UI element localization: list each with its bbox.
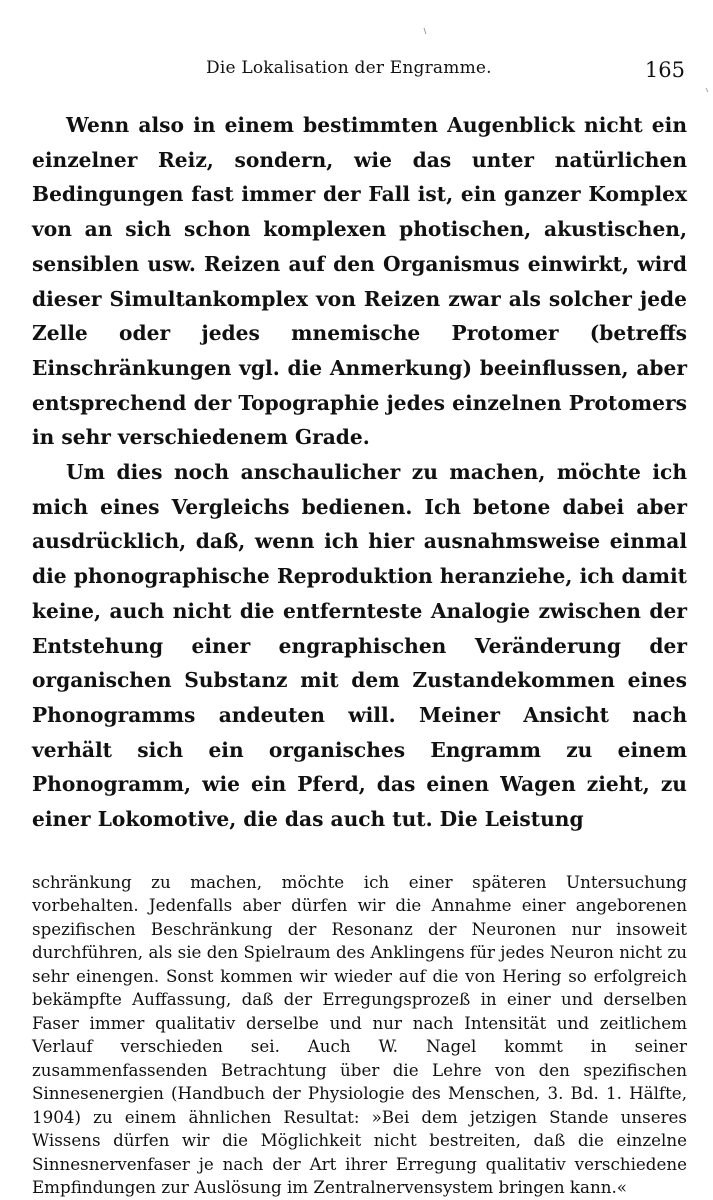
paragraph-1: Wenn also in einem bestimmten Augenblick nicht ein einzelner Reiz, sondern, wie das unter natürlichen Bedingungen fast immer der Fall ist, ein ganzer Komplex von an sich schon komplexen photischen, akustischen, sensiblen usw. Reizen auf den Organismus einwirkt, wird dieser Simultankomplex von Reizen zwar als solcher jede Zelle oder jedes mnemische Protomer (betreffs Einschränkungen vgl. die Anmerkung) beeinflussen, aber entsprechend der Topographie jedes einzelnen Protomers in sehr verschiedenem Grade.	[32, 113, 687, 450]
footnote-text: schränkung zu machen, möchte ich einer späteren Untersuchung vorbehalten. Jedenfalls aber dürfen wir die Annahme einer angeborenen spezifischen Beschränkung der Resonanz der Neuronen nur insoweit durchführen, als sie den Spielraum des Anklingens für jedes Neuron nicht zu sehr einengen. Sonst kommen wir wieder auf die von Hering so erfolgreich bekämpfte Auffassung, daß der Erregungsprozeß in einer und derselben Faser immer qualitativ derselbe und nur nach Intensität und zeitlichem Verlauf verschieden sei. Auch W. Nagel kommt in seiner zusammenfassenden Betrachtung über die Lehre von den spezifischen Sinnesenergien (Handbuch der Physiologie des Menschen, 3. Bd. 1. Hälfte, 1904) zu einem ähnlichen Resultat: »Bei dem jetzigen Stande unseres Wissens dürfen wir die Möglichkeit nicht bestreiten, daß die einzelne Sinnesnervenfaser je nach der Art ihrer Erregung qualitativ verschiedene Empfindungen zur Auslösung im Zentralnervensystem bringen kann.«	[32, 871, 687, 1198]
running-head-title: Die Lokalisation der Engramme.	[206, 58, 492, 78]
page-number: 165	[644, 58, 685, 82]
scan-speck	[424, 28, 426, 34]
scan-speck	[706, 88, 708, 92]
main-text	[32, 108, 687, 837]
paragraph-2: Um dies noch anschaulicher zu machen, möchte ich mich eines Vergleichs bedienen. Ich betone dabei aber ausdrücklich, daß, wenn ich hier ausnahmsweise einmal die phonographische Reproduktion heranziehe, ich damit keine, auch nicht die entfernteste Analogie zwischen der Entstehung einer engraphischen Veränderung der organischen Substanz mit dem Zustandekommen eines Phonogramms andeuten will. Meiner Ansicht nach verhält sich ein organisches Engramm zu einem Phonogramm, wie ein Pferd, das einen Wagen zieht, zu einer Lokomotive, die das auch tut. Die Leistung	[32, 460, 687, 832]
book-page	[32, 58, 687, 1200]
running-header	[32, 58, 687, 90]
footnote	[32, 871, 687, 1200]
